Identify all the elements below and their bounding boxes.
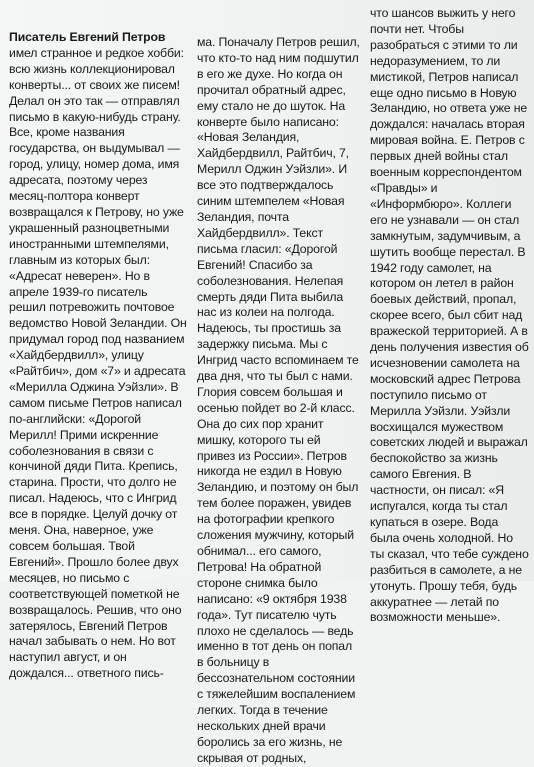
article-column-2 — [197, 35, 361, 767]
article-column-1 — [9, 30, 187, 682]
article-text-part-2: ма. Поначалу Петров решил, что кто-то над ним подшутил в его же духе. Но когда он прочитал обратный адрес, ему стало не до шуток. На конверте было написано: «Новая Зеландия, Хайдбердвилл, Райтбич, 7, Мерилл Оджин Уэйзли». И все это подтверждалось синим штемпелем «Новая Зеландия, почта Хайдбердвилл». Текст письма гласил: «Дорогой Евгений! Спасибо за соболезнования. Нелепая смерть дяди Пита выбила нас из колеи на полгода. Надеюсь, ты простишь за задержку письма. Мы с Ингрид часто вспоминаем те два дня, что ты был с нами. Глория совсем большая и осенью пойдет во 2-й класс. Она до сих пор хранит мишку, которого ты ей привез из России». Петров никогда не ездил в Новую Зеландию, и поэтому он был тем более поражен, увидев на фотографии крепкого сложения мужчину, который обнимал... его самого, Петрова! На обратной стороне снимка было написано: «9 октября 1938 года». Тут писателю чуть плохо не сделалось — ведь именно в тот день он попал в больницу в бессознательном состоянии с тяжелейшим воспалением легких. Тогда в течение нескольких дней врачи боролись за его жизнь, не скрывая от родных, — [197, 35, 360, 765]
article-text-part-1: имел странное и редкое хобби: всю жизнь коллекционировал конверты... от своих же писем! Делал он это так — отправлял письмо в какую-нибудь страну. Все, кроме названия государства, он выдумывал — город, улицу, номер дома, имя адресата, поэтому через месяц-полтора конверт возвращался к Петрову, но уже украшенный разноцветными иностранными штемпелями, главным из которых был: «Адресат неверен». Но в апреле 1939-го писатель решил потревожить почтовое ведомство Новой Зеландии. Он придумал город под названием «Хайдбердвилл», улицу «Райтбич», дом «7» и адресата «Мерилла Оджина Уэйзли». В самом письме Петров написал по-английски: «Дорогой Мерилл! Прими искренние соболезнования в связи с кончиной дяди Пита. Крепись, старина. Прости, что долго не писал. Надеюсь, что с Ингрид все в порядке. Целуй дочку от меня. Она, наверное, уже совсем большая. Твой Евгений». Прошло более двух месяцев, но письмо с соответствующей пометкой не возвращалось. Решив, что оно затерялось, Евгений Петров начал забывать о нем. Но вот наступил август, и он дождался... ответного пись- — [9, 45, 187, 681]
article-title: Писатель Евгений Петров — [9, 30, 166, 44]
article-text-part-3: что шансов выжить у него почти нет. Чтобы разобраться с этими то ли недоразумением, то ли мистикой, Петров написал еще одно письмо в Новую Зеландию, но ответа уже не дождался: началась вторая мировая война. Е. Петров с первых дней войны стал военным корреспондентом «Правды» и «Информбюро». Коллеги его не узнавали — он стал замкнутым, задумчивым, а шутить вообще перестал. В 1942 году самолет, на котором он летел в район боевых действий, пропал, скорее всего, был сбит над вражеской территорией. А в день получения известия об исчезновении самолета на московский адрес Петрова поступило письмо от Мерилла Уэйзли. Уэйзли восхищался мужеством советских людей и выражал беспокойство за жизнь самого Евгения. В частности, он писал: «Я испугался, когда ты стал купаться в озере. Вода была очень холодной. Но ты сказал, что тебе суждено разбиться в самолете, а не утонуть. Прошу тебя, будь аккуратнее — летай по возможности меньше». — [370, 6, 529, 625]
article-column-3 — [370, 6, 530, 626]
